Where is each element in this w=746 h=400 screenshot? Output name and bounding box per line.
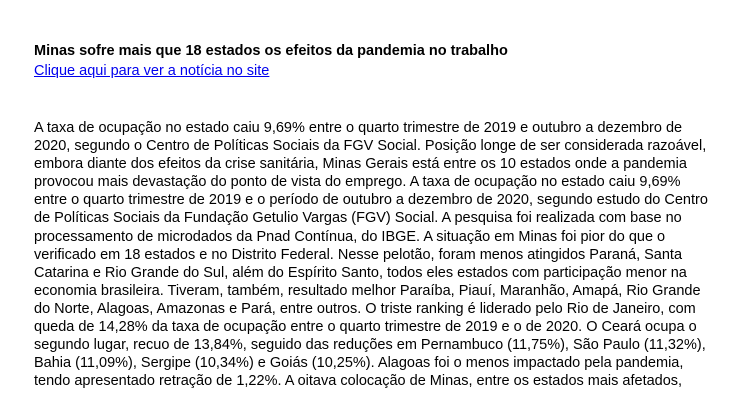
article-body-line: provocou mais devastação do ponto de vista do emprego. A taxa de ocupação no estado caiu 9,69% xyxy=(34,174,681,191)
article-body-line: de Políticas Sociais da Fundação Getulio Vargas (FGV) Social. A pesquisa foi realizada com base no xyxy=(34,210,682,227)
article-body-line: do Norte, Alagoas, Amazonas e Pará, entre outros. O triste ranking é liderado pelo Rio de Janeiro, com xyxy=(34,300,696,317)
article-body xyxy=(34,119,734,390)
article-body-line: entre o quarto trimestre de 2019 e o período de outubro a dezembro de 2020, segundo estudo do Centro xyxy=(34,192,708,209)
article-body-line: embora diante dos efeitos da crise sanitária, Minas Gerais está entre os 10 estados onde a pandemia xyxy=(34,156,687,173)
article-body-line: A taxa de ocupação no estado caiu 9,69% entre o quarto trimestre de 2019 e outubro a dezembro de xyxy=(34,120,683,136)
article-body-line: Catarina e Rio Grande do Sul, além do Espírito Santo, todos eles estados com participação menor na xyxy=(34,264,687,281)
article-body-line: economia brasileira. Tiveram, também, resultado melhor Paraíba, Piauí, Maranhão, Amapá, Rio Grande xyxy=(34,282,701,299)
article-body-line: verificado em 18 estados e no Distrito Federal. Nesse pelotão, foram menos atingidos Paraná, Santa xyxy=(34,246,683,263)
article-body-line: processamento de microdados da Pnad Contínua, do IBGE. A situação em Minas foi pior do que o xyxy=(34,228,666,245)
article-headline: Minas sofre mais que 18 estados os efeitos da pandemia no trabalho xyxy=(34,43,508,59)
article-body-line: queda de 14,28% da taxa de ocupação entre o quarto trimestre de 2019 e o de 2020. O Ceará ocupa o xyxy=(34,319,697,336)
article-body-line: 2020, segundo o Centro de Políticas Sociais da FGV Social. Posição longe de ser considerada razoável, xyxy=(34,138,707,155)
article-body-line: Bahia (11,09%), Sergipe (10,34%) e Goiás (10,25%). Alagoas foi o menos impactado pela pandemia, xyxy=(34,355,684,372)
view-news-link[interactable]: Clique aqui para ver a notícia no site xyxy=(34,63,270,79)
article-body-line: segundo lugar, recuo de 13,84%, seguido das reduções em Pernambuco (11,75%), São Paulo (11,32%), xyxy=(34,337,706,354)
article-body-line: tendo apresentado retração de 1,22%. A oitava colocação de Minas, entre os estados mais afetados, xyxy=(34,373,683,390)
